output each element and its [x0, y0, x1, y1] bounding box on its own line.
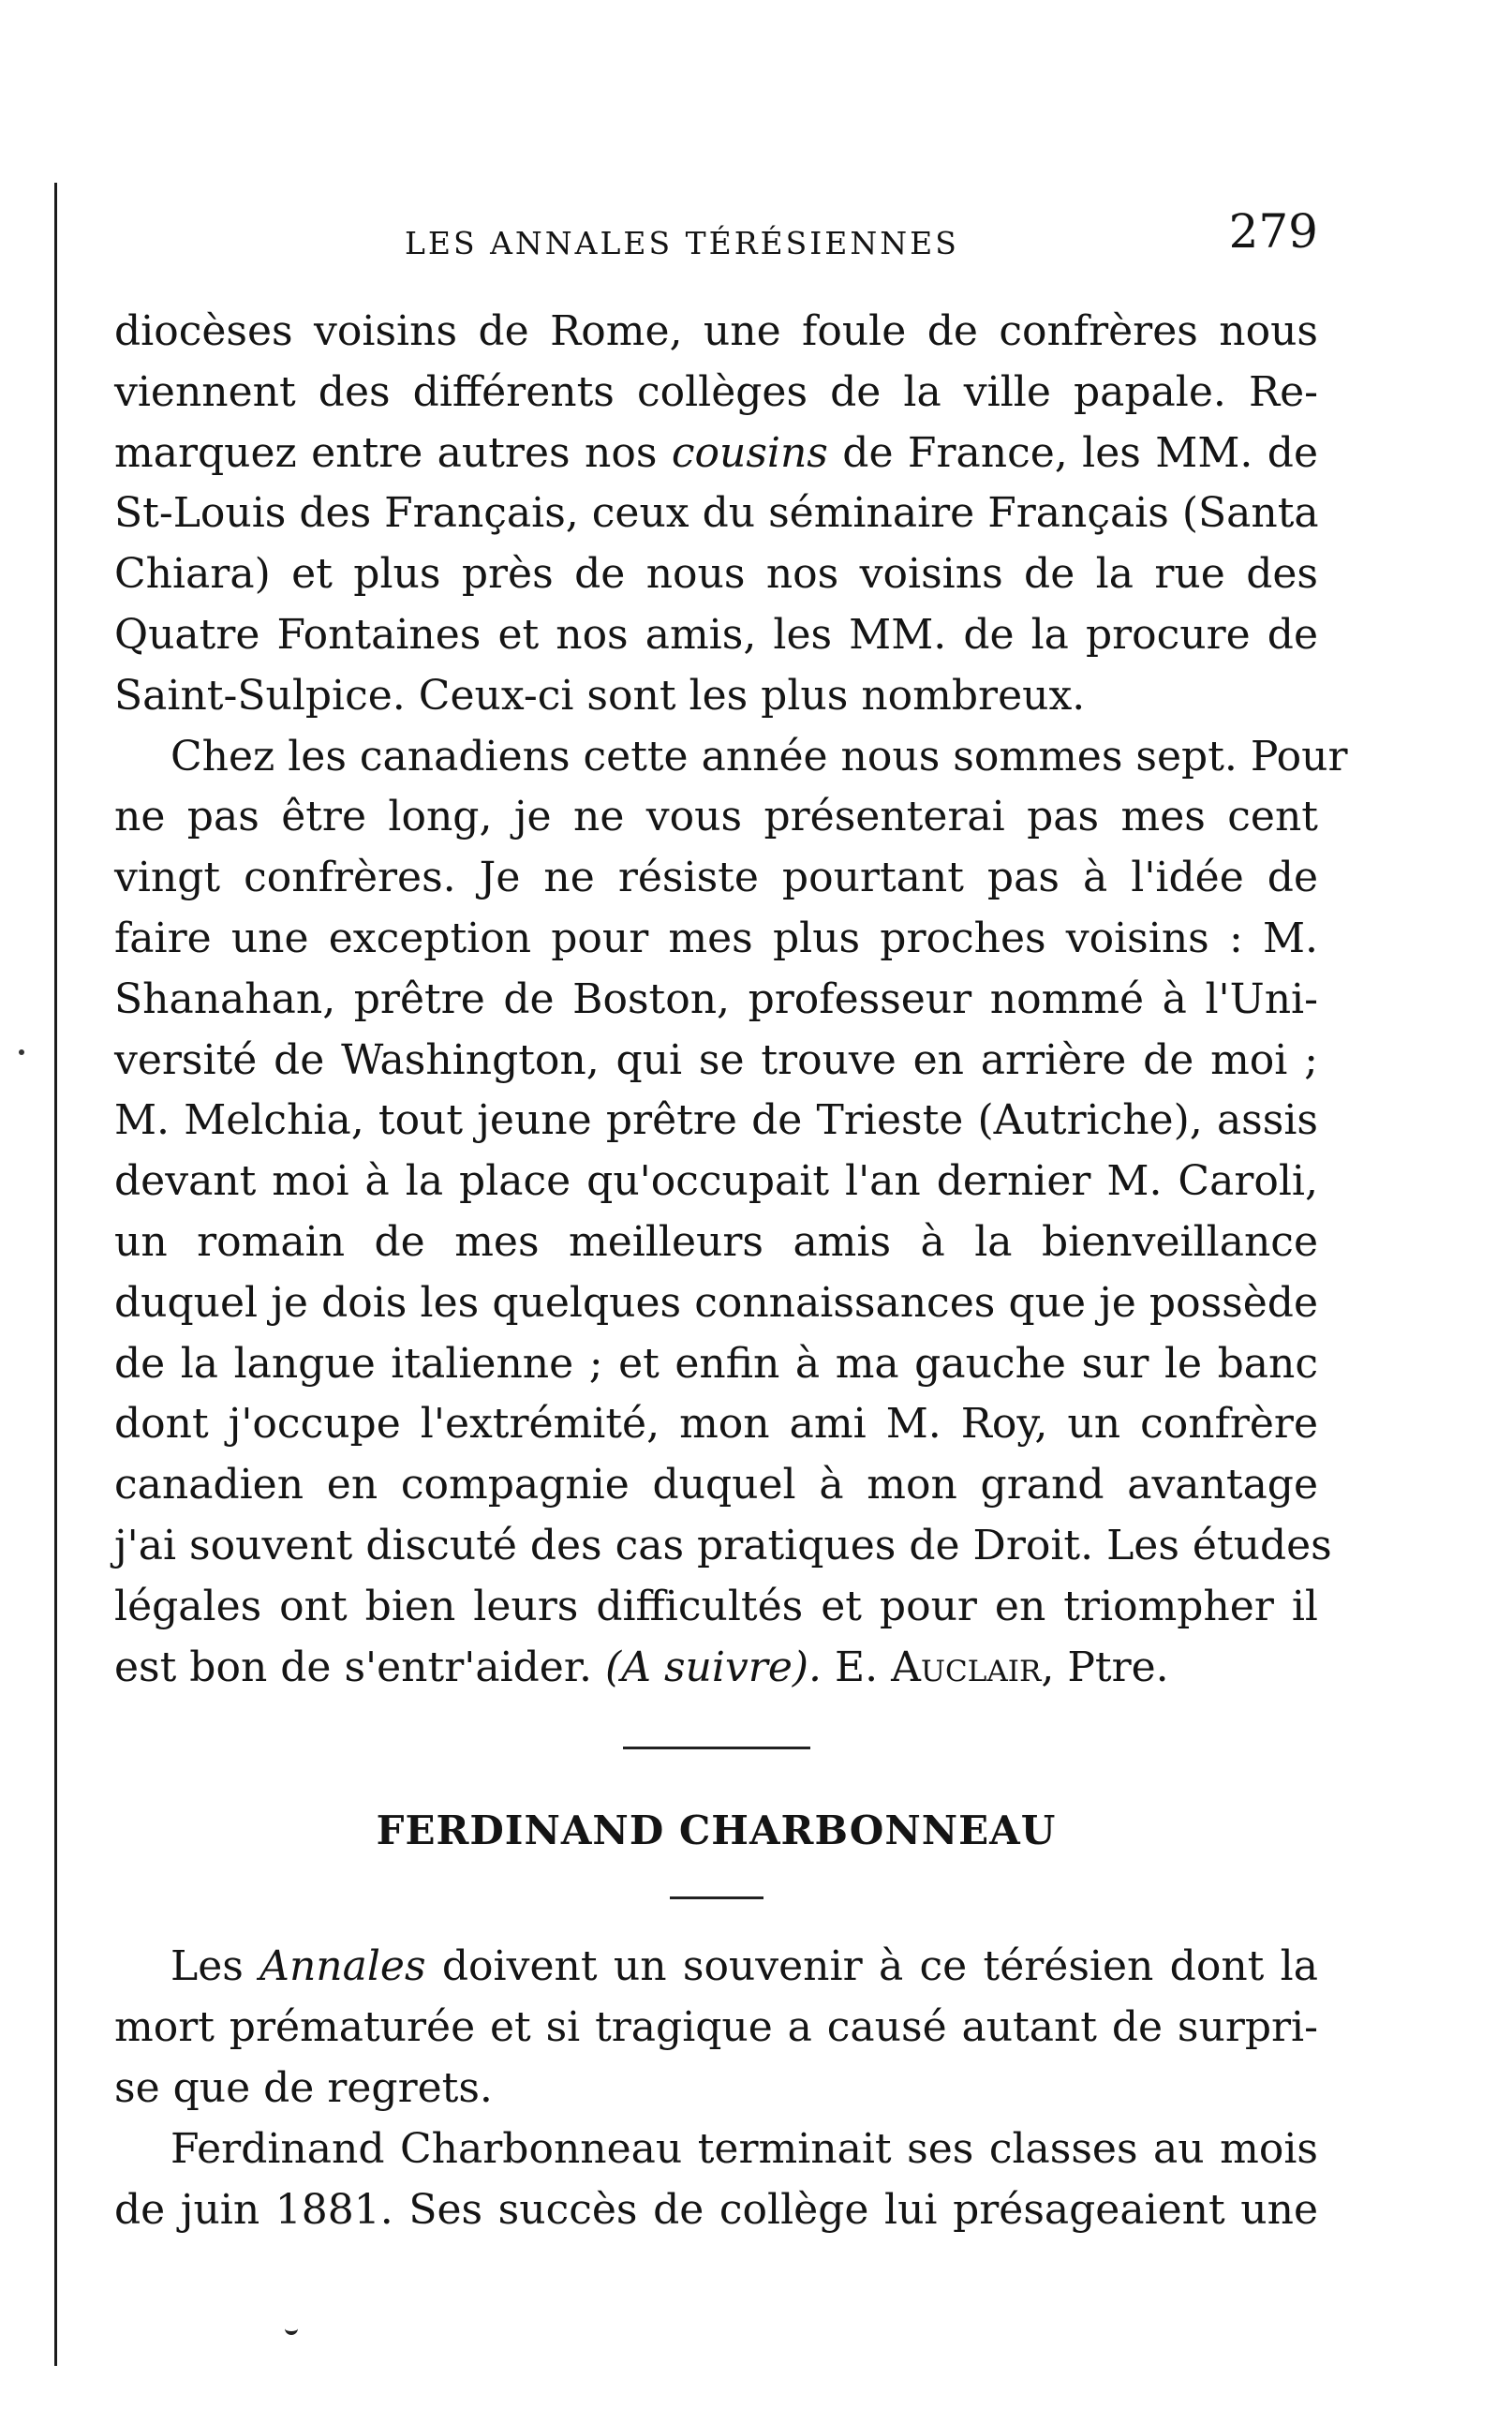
text-line: M. Melchia, tout jeune prêtre de Trieste (Autriche), assis [114, 1096, 1318, 1145]
italic-word: cousins [671, 428, 828, 477]
continuation-paragraph [114, 302, 1318, 727]
author-signature [835, 1643, 1169, 1691]
text-line: faire une exception pour mes plus proches voisins : M. [114, 914, 1318, 962]
text-line: St-Louis des Français, ceux du séminaire Français (Santa [114, 489, 1319, 538]
article-paragraph-2 [114, 2119, 1318, 2241]
text-line: Chiara) et plus près de nous nos voisins de la rue des [114, 550, 1318, 599]
article-paragraph-1 [114, 1937, 1318, 2119]
text-line: Saint-Sulpice. Ceux-ci sont les plus nombreux. [114, 671, 1086, 720]
text-line: Ferdinand Charbonneau terminait ses classes au mois [170, 2124, 1318, 2173]
text-line: devant moi à la place qu'occupait l'an dernier M. Caroli, [114, 1157, 1318, 1206]
author-initial: E. [835, 1643, 879, 1691]
text-line: de la langue italienne ; et enfin à ma gauche sur le banc [114, 1339, 1318, 1388]
text-line: vingt confrères. Je ne résiste pourtant pas à l'idée de [114, 854, 1318, 902]
text-line: de juin 1881. Ses succès de collège lui présageaient une [114, 2185, 1318, 2234]
running-title: LES ANNALES TÉRÉSIENNES [405, 225, 959, 261]
text-line: dont j'occupe l'extrémité, mon ami M. Roy, un confrère [114, 1400, 1318, 1449]
text-line: mort prématurée et si tragique a causé autant de surpri- [114, 2003, 1318, 2052]
author-title: Ptre. [1067, 1643, 1169, 1691]
to-be-continued: (A suivre). [605, 1643, 823, 1691]
text-line: Shanahan, prêtre de Boston, professeur nommé à l'Uni- [114, 974, 1318, 1023]
text-line: ne pas être long, je ne vous présenterai pas mes cent [114, 793, 1318, 841]
text-line: viennent des différents collèges de la ville papale. Re- [114, 367, 1318, 416]
text-run: marquez entre autres nos [114, 428, 672, 477]
text-line: canadien en compagnie duquel à mon grand avantage [114, 1461, 1318, 1509]
text-line: légales ont bien leurs difficultés et pour en triompher il [114, 1582, 1318, 1630]
running-head [114, 197, 1318, 281]
italic-word: Annales [259, 1942, 426, 1991]
text-line: j'ai souvent discuté des cas pratiques de Droit. Les études [114, 1521, 1332, 1569]
printer-mark [285, 2322, 298, 2335]
text-line: Quatre Fontaines et nos amis, les MM. de la procure de [114, 610, 1318, 659]
text-line [114, 424, 1318, 484]
gutter-rule [54, 183, 57, 2366]
paragraph-canadiens [114, 727, 1348, 1699]
text-line: duquel je dois les quelques connaissances que je possède [114, 1278, 1318, 1327]
section-divider [623, 1747, 810, 1749]
author-name: Auclair, [891, 1643, 1055, 1691]
text-line: versité de Washington, qui se trouve en arrière de moi ; [114, 1035, 1318, 1084]
text-run: est bon de s'entr'aider. [114, 1643, 593, 1691]
text-line: Chez les canadiens cette année nous sommes sept. Pour [170, 732, 1348, 781]
page-number: 279 [1228, 204, 1318, 259]
text-run: doivent un souvenir à ce térésien dont la [425, 1942, 1318, 1991]
signature-line [114, 1638, 1318, 1699]
book-page [114, 197, 1348, 2240]
title-underline [670, 1896, 763, 1899]
text-line: diocèses voisins de Rome, une foule de confrères nous [114, 307, 1318, 355]
text-line: se que de regrets. [114, 2063, 493, 2112]
text-run: de France, les MM. de [827, 428, 1318, 477]
margin-speck [19, 1049, 24, 1055]
text-line: un romain de mes meilleurs amis à la bienveillance [114, 1217, 1318, 1266]
text-line [114, 1937, 1318, 1998]
text-run: Les [170, 1942, 260, 1991]
section-title: FERDINAND CHARBONNEAU [376, 1807, 1057, 1854]
